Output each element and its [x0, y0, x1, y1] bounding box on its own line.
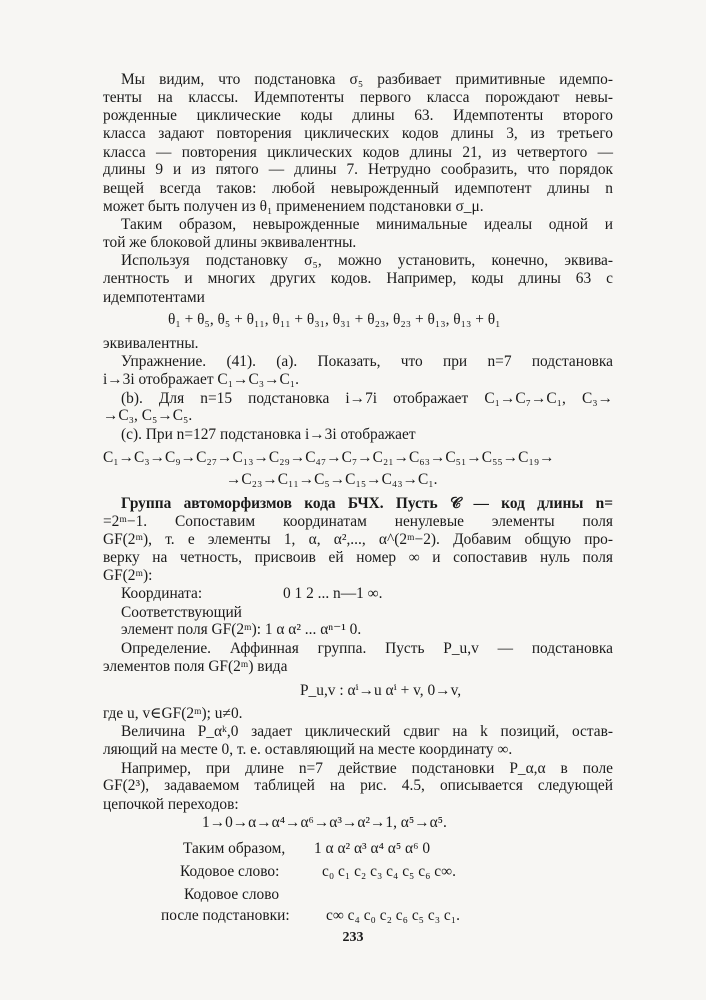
- text-line: тенты на классы. Идемпотенты первого класса порождают невы-: [103, 89, 613, 106]
- table-value: c₀ c₁ c₂ c₃ c₄ c₅ c₆ c∞.: [322, 863, 456, 880]
- exercise-heading: Упражнение. (41). (a). Показать, что при n=7 подстановка: [121, 353, 613, 370]
- formula-idempotents: θ₁ + θ₅, θ₅ + θ₁₁, θ₁₁ + θ₃₁, θ₃₁ + θ₂₃, θ₂₃ + θ₁₃, θ₁₃ + θ₁: [168, 311, 501, 328]
- text-line: (b). Для n=15 подстановка i→7i отображает C₁→C₇→C₁, C₃→: [121, 390, 613, 407]
- text-line: (c). При n=127 подстановка i→3i отображает: [121, 426, 416, 443]
- formula-transition-chain: 1→0→α→α⁴→α⁶→α³→α²→1, α⁵→α⁵.: [202, 814, 447, 831]
- table-value: 0 1 2 ... n—1 ∞.: [283, 585, 383, 602]
- text-line: идемпотентами: [103, 289, 205, 306]
- table-label: Кодовое слово: [184, 886, 280, 903]
- table-label: Кодовое слово:: [180, 863, 280, 880]
- text-line: класса задают повторения циклических кодов длины 3, из третьего: [103, 125, 613, 142]
- page-number: 233: [342, 930, 364, 945]
- table-value: c∞ c₄ c₀ c₂ c₆ c₅ c₃ c₁.: [326, 907, 460, 924]
- text-line: эквивалентны.: [103, 335, 199, 352]
- text-line: лентность и многих других кодов. Например, коды длины 63 с: [103, 270, 613, 287]
- formula-chain-1: C₁→C₃→C₉→C₂₇→C₁₃→C₂₉→C₄₇→C₇→C₂₁→C₆₃→C₅₁→C₅₅→C₁₉→: [103, 449, 555, 466]
- table-label: Таким образом,: [183, 840, 286, 857]
- table-label: элемент поля GF(2ᵐ): 1 α α² ... αⁿ⁻¹ 0.: [121, 621, 362, 638]
- text-line: GF(2ᵐ), т. е элементы 1, α, α²,..., α^(2ᵐ−2). Добавим общую про-: [103, 531, 613, 548]
- text-line: где u, v∈GF(2ᵐ); u≠0.: [103, 705, 243, 722]
- text-line: класса — повторения циклических кодов длины 21, из четвертого —: [103, 144, 613, 161]
- formula-chain-2: →C₂₃→C₁₁→C₅→C₁₅→C₄₃→C₁.: [226, 471, 438, 488]
- formula-affine: P_u,v : αⁱ→u αⁱ + v, 0→v,: [300, 682, 462, 699]
- text-line: Используя подстановку σ₅, можно установить, конечно, эквива-: [121, 252, 613, 269]
- text-line: той же блоковой длины эквивалентны.: [103, 234, 357, 251]
- text-line: Мы видим, что подстановка σ₅ разбивает примитивные идемпо-: [121, 71, 613, 88]
- text-line: верку на четность, присвоив ей номер ∞ и сопоставив нуль поля: [103, 549, 613, 566]
- text-line: может быть получен из θ₁ применением подстановки σ_μ.: [103, 198, 484, 215]
- text-line: Например, при длине n=7 действие подстановки P_α,α в поле: [121, 760, 613, 777]
- section-heading: Группа автоморфизмов кода БЧХ. Пусть 𝒞 — код длины n=: [121, 495, 613, 512]
- text-line: Величина P_αᵏ,0 задает циклический сдвиг на k позиций, остав-: [121, 723, 613, 740]
- table-label: Координата:: [121, 585, 203, 602]
- text-line: →C₃, C₅→C₅.: [103, 407, 193, 424]
- table-value: 1 α α² α³ α⁴ α⁵ α⁶ 0: [314, 840, 431, 857]
- text-line: GF(2³), задаваемом таблицей на рис. 4.5, описывается следующей: [103, 777, 613, 794]
- table-label: после подстановки:: [161, 907, 290, 924]
- text-line: GF(2ᵐ):: [103, 567, 153, 584]
- definition-heading: Определение. Аффинная группа. Пусть P_u,v — подстановка: [121, 640, 613, 657]
- text-line: цепочкой переходов:: [103, 796, 239, 813]
- table-label: Соответствующий: [121, 604, 242, 621]
- text-line: =2ᵐ−1. Сопоставим координатам ненулевые элементы поля: [103, 513, 613, 530]
- text-line: длины 9 и из пятого — длины 7. Нетрудно сообразить, что порядок: [103, 161, 613, 178]
- text-line: рожденные циклические коды длины 63. Идемпотенты второго: [103, 107, 613, 124]
- text-line: вещей всегда таков: любой невырожденный идемпотент длины n: [103, 180, 613, 197]
- text-line: ляющий на месте 0, т. е. оставляющий на месте координату ∞.: [103, 741, 513, 758]
- text-line: элементов поля GF(2ᵐ) вида: [103, 658, 288, 675]
- text-line: i→3i отображает C₁→C₃→C₁.: [103, 371, 299, 388]
- text-line: Таким образом, невырожденные минимальные идеалы одной и: [121, 216, 613, 233]
